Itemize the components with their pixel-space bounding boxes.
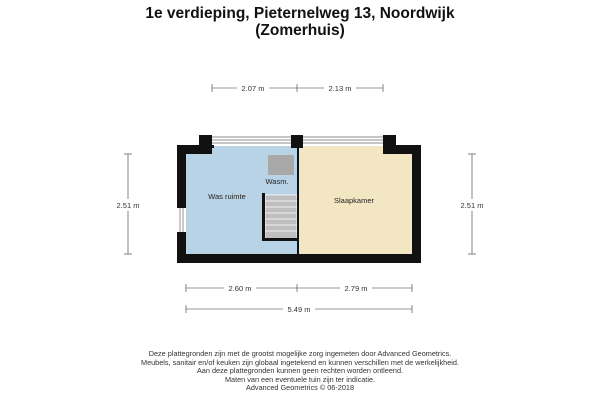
room-label-slaapkamer: Slaapkamer [333,196,375,205]
dim-bottom-total: 5.49 m [287,305,311,314]
disclaimer-line2: Meubels, sanitair en/of keuken zijn globaal ingetekend en kunnen verschillen met de werkelijkheid. [140,357,459,367]
room-label-wasm: Wasm. [265,177,289,186]
dim-top-right: 2.13 m [328,84,352,93]
disclaimer-line4: Maten van een eventuele tuin zijn ter indicatie. [224,374,376,384]
disclaimer-line3: Aan deze plattegronden kunnen geen rechten worden ontleend. [196,366,404,376]
plan-title-line1: 1e verdieping, Pieternelweg 13, Noordwijk [145,5,455,22]
disclaimer [0,350,600,393]
room-label-was-ruimte: Was ruimte [208,192,246,201]
dim-bottom-left: 2.60 m [228,284,252,293]
dim-bottom-right: 2.79 m [344,284,368,293]
dim-right-side: 2.51 m [460,201,484,210]
staircase [265,195,297,239]
copyright: Advanced Geometrics © 06-2018 [246,383,354,393]
dim-top-left: 2.07 m [241,84,265,93]
disclaimer-line1: Deze plattegronden zijn met de grootst mogelijke zorg ingemeten door Advanced Geometrics. [148,349,452,358]
dim-left-side: 2.51 m [116,201,140,210]
plan-title-line2: (Zomerhuis) [255,22,345,39]
washer-area [268,155,294,175]
